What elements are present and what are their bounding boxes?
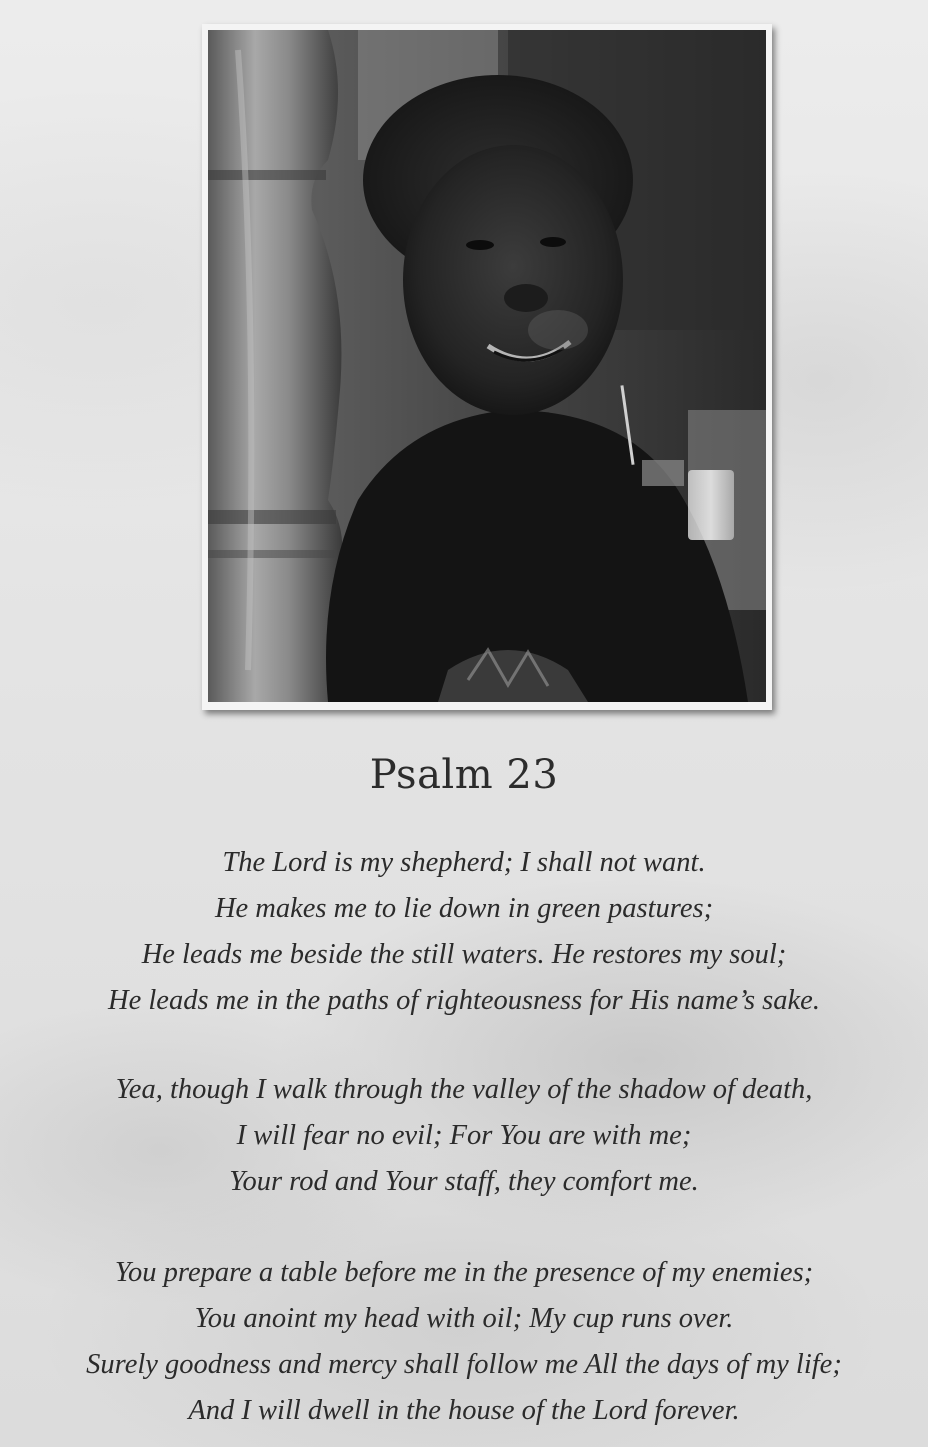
- page-title: Psalm 23: [369, 752, 559, 798]
- portrait-photo-icon: [208, 30, 766, 702]
- portrait-photo: [208, 30, 766, 702]
- verse-line: I will fear no evil; For You are with me;: [236, 1120, 692, 1151]
- stanza-3: [0, 1250, 928, 1434]
- verse-line: Your rod and Your staff, they comfort me.: [229, 1166, 699, 1197]
- verse-line: The Lord is my shepherd; I shall not want.: [222, 847, 706, 878]
- verse-line: You prepare a table before me in the presence of my enemies;: [114, 1257, 814, 1288]
- stanza-2: [0, 1067, 928, 1205]
- verse-line: Yea, though I walk through the valley of the shadow of death,: [115, 1074, 813, 1105]
- photo-frame: [202, 24, 772, 710]
- verse-line: Surely goodness and mercy shall follow me All the days of my life;: [86, 1349, 842, 1380]
- verse-line: You anoint my head with oil; My cup runs over.: [194, 1303, 734, 1334]
- verse-line: He leads me in the paths of righteousness for His name’s sake.: [108, 985, 820, 1016]
- verse-line: He makes me to lie down in green pastures;: [214, 893, 714, 924]
- verse-line: He leads me beside the still waters. He restores my soul;: [141, 939, 787, 970]
- verse-line: And I will dwell in the house of the Lord forever.: [188, 1395, 740, 1426]
- stanza-1: [0, 840, 928, 1024]
